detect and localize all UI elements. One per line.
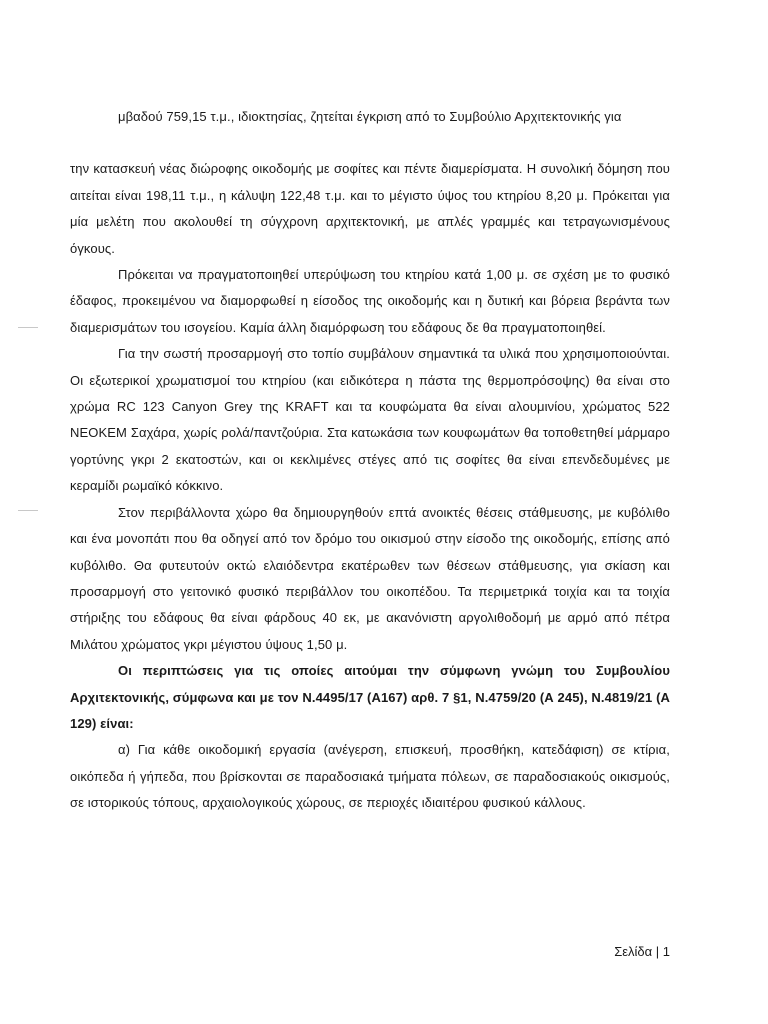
margin-marker xyxy=(18,510,38,511)
paragraph-materials: Για την σωστή προσαρμογή στο τοπίο συμβάλουν σημαντικά τα υλικά που χρησιμοποιούνται. Οι εξωτερικοί χρωματισμοί του κτηρίου (και ειδικότερα η πάστα της θερμοπρόσοψης) θα είναι στο χρώμα RC 123 Canyon Grey της KRAFT και τα κουφώματα θα είναι αλουμινίου, χρώματος 522 ΝΕΟΚΕΜ Σαχάρα, χωρίς ρολά/παντζούρια. Στα κατωκάσια των κουφωμάτων θα τοποθετηθεί μάρμαρο γορτύνης γκρι 2 εκατοστών, και οι κεκλιμένες στέγες από τις σοφίτες θα είναι επενδεδυμένες με κεραμίδι ρωμαϊκό κόκκινο. xyxy=(70,346,670,494)
paragraph-building-description: την κατασκευή νέας διώροφης οικοδομής με σοφίτες και πέντε διαμερίσματα. Η συνολική δόμηση που αιτείται είναι 198,11 τ.μ., η κάλυψη 122,48 τ.μ. και το μέγιστο ύψος του κτηρίου 8,20 μ. Πρόκειται για μία μελέτη που ακολουθεί τη σύγχρονη αρχιτεκτονική, με απλές γραμμές και τετραγωνισμένους όγκους. xyxy=(70,161,670,256)
paragraph-elevation: Πρόκειται να πραγματοποιηθεί υπερύψωση του κτηρίου κατά 1,00 μ. σε σχέση με το φυσικό έδαφος, προκειμένου να διαμορφωθεί η είσοδος της οικοδομής και η δυτική και βόρεια βεράντα των διαμερισμάτων του ισογείου. Καμία άλλη διαμόρφωση του εδάφους δε θα πραγματοποιηθεί. xyxy=(70,267,670,335)
paragraph-legal-cases: Οι περιπτώσεις για τις οποίες αιτούμαι την σύμφωνη γνώμη του Συμβουλίου Αρχιτεκτονικής, σύμφωνα και με τον Ν.4495/17 (Α167) αρθ. 7 §1, Ν.4759/20 (Α 245), Ν.4819/21 (Α 129) είναι: xyxy=(70,663,670,731)
page-number-footer: Σελίδα | 1 xyxy=(614,944,670,959)
paragraph-plot-area: μβαδού 759,15 τ.μ., ιδιοκτησίας, ζητείται έγκριση από το Συμβούλιο Αρχιτεκτονικής για xyxy=(118,109,622,124)
paragraph-surroundings: Στον περιβάλλοντα χώρο θα δημιουργηθούν επτά ανοικτές θέσεις στάθμευσης, με κυβόλιθο και ένα μονοπάτι που θα οδηγεί από τον δρόμο του οικισμού στην είσοδο της οικοδομής, επίσης από κυβόλιθο. Θα φυτευτούν οκτώ ελαιόδεντρα εκατέρωθεν των θέσεων στάθμευσης, για σκίαση και προσαρμογή στο γειτονικό φυσικό περιβάλλον του οικοπέδου. Τα περιμετρικά τοιχία και τα τοιχία στήριξης του εδάφους θα είναι φάρδους 40 εκ, με ακανόνιστη αργολιθοδομή με αρμό από πέτρα Μιλάτου χρώματος γκρι μέγιστου ύψους 1,50 μ. xyxy=(70,504,670,652)
paragraph-case-a: α) Για κάθε οικοδομική εργασία (ανέγερση, επισκευή, προσθήκη, κατεδάφιση) σε κτίρια, οικόπεδα ή γήπεδα, που βρίσκονται σε παραδοσιακά τμήματα πόλεων, σε παραδοσιακούς οικισμούς, σε ιστορικούς τόπους, αρχαιολογικούς χώρους, σε περιοχές ιδιαιτέρου φυσικού κάλλους. xyxy=(70,742,670,811)
document-body xyxy=(70,104,670,817)
margin-marker xyxy=(18,327,38,328)
